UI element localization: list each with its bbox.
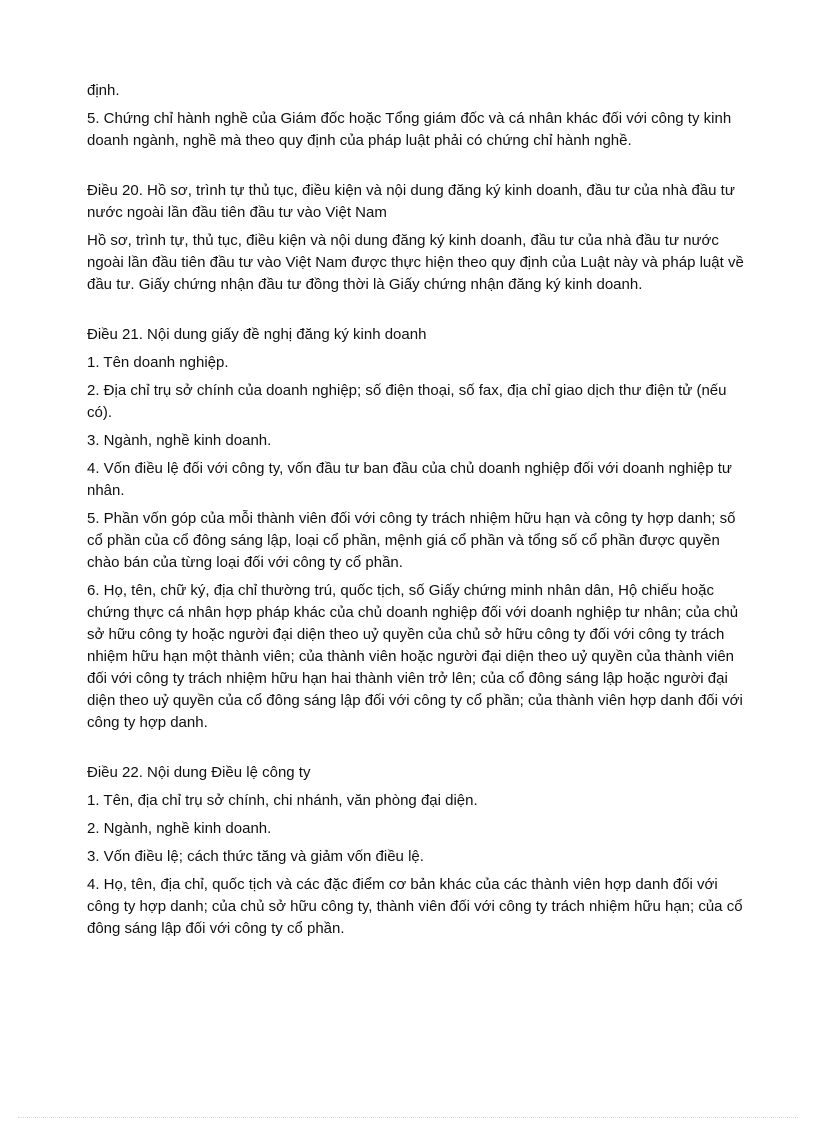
article-22-clause-1: 1. Tên, địa chỉ trụ sở chính, chi nhánh, văn phòng đại diện. bbox=[87, 792, 478, 809]
article-21-clause-2: 2. Địa chỉ trụ sở chính của doanh nghiệp; số điện thoại, số fax, địa chỉ giao dịch thư điện tử (nếu có). bbox=[87, 382, 727, 421]
article-21-clause-5: 5. Phần vốn góp của mỗi thành viên đối với công ty trách nhiệm hữu hạn và công ty hợp danh; số cổ phần của cổ đông sáng lập, loại cổ phần, mệnh giá cổ phần và tổng số cổ phần được quyền chào bán của từng loại đối với công ty cổ phần. bbox=[87, 510, 736, 571]
article-21-heading: Điều 21. Nội dung giấy đề nghị đăng ký kinh doanh bbox=[87, 326, 427, 343]
article-22-clause-3: 3. Vốn điều lệ; cách thức tăng và giảm vốn điều lệ. bbox=[87, 848, 424, 865]
article-22-heading: Điều 22. Nội dung Điều lệ công ty bbox=[87, 764, 311, 781]
article-20-heading: Điều 20. Hồ sơ, trình tự thủ tục, điều kiện và nội dung đăng ký kinh doanh, đầu tư của nhà đầu tư nước ngoài lần đầu tiên đầu tư vào Việt Nam bbox=[87, 182, 735, 221]
clause-5-practicing-certificate: 5. Chứng chỉ hành nghề của Giám đốc hoặc Tổng giám đốc và cá nhân khác đối với công ty kinh doanh ngành, nghề mà theo quy định của pháp luật phải có chứng chỉ hành nghề. bbox=[87, 110, 732, 149]
document-page bbox=[87, 80, 747, 940]
article-21-clause-1: 1. Tên doanh nghiệp. bbox=[87, 354, 229, 371]
article-21-clause-4: 4. Vốn điều lệ đối với công ty, vốn đầu tư ban đầu của chủ doanh nghiệp đối với doanh nghiệp tư nhân. bbox=[87, 460, 732, 499]
article-20-body: Hồ sơ, trình tự, thủ tục, điều kiện và nội dung đăng ký kinh doanh, đầu tư của nhà đầu tư nước ngoài lần đầu tiên đầu tư vào Việt Nam được thực hiện theo quy định của Luật này và pháp luật về đầu tư. Giấy chứng nhận đầu tư đồng thời là Giấy chứng nhận đăng ký kinh doanh. bbox=[87, 232, 744, 293]
paragraph-continuation: định. bbox=[87, 82, 120, 99]
article-21-clause-6: 6. Họ, tên, chữ ký, địa chỉ thường trú, quốc tịch, số Giấy chứng minh nhân dân, Hộ chiếu hoặc chứng thực cá nhân hợp pháp khác của chủ doanh nghiệp đối với doanh nghiệp tư nhân; của chủ sở hữu công ty hoặc người đại diện theo uỷ quyền của chủ sở hữu công ty đối với công ty trách nhiệm hữu hạn một thành viên; của thành viên hoặc người đại diện theo uỷ quyền của thành viên đối với công ty trách nhiệm hữu hạn hai thành viên trở lên; của cổ đông sáng lập hoặc người đại diện theo uỷ quyền của cổ đông sáng lập đối với công ty cổ phần; của thành viên hợp danh đối với công ty hợp danh. bbox=[87, 582, 743, 731]
article-22-clause-4: 4. Họ, tên, địa chỉ, quốc tịch và các đặc điểm cơ bản khác của các thành viên hợp danh đối với công ty hợp danh; của chủ sở hữu công ty, thành viên đối với công ty trách nhiệm hữu hạn; của cổ đông sáng lập đối với công ty cổ phần. bbox=[87, 876, 743, 937]
page-bottom-divider bbox=[18, 1117, 798, 1118]
article-22-clause-2: 2. Ngành, nghề kinh doanh. bbox=[87, 820, 272, 837]
article-21-clause-3: 3. Ngành, nghề kinh doanh. bbox=[87, 432, 272, 449]
